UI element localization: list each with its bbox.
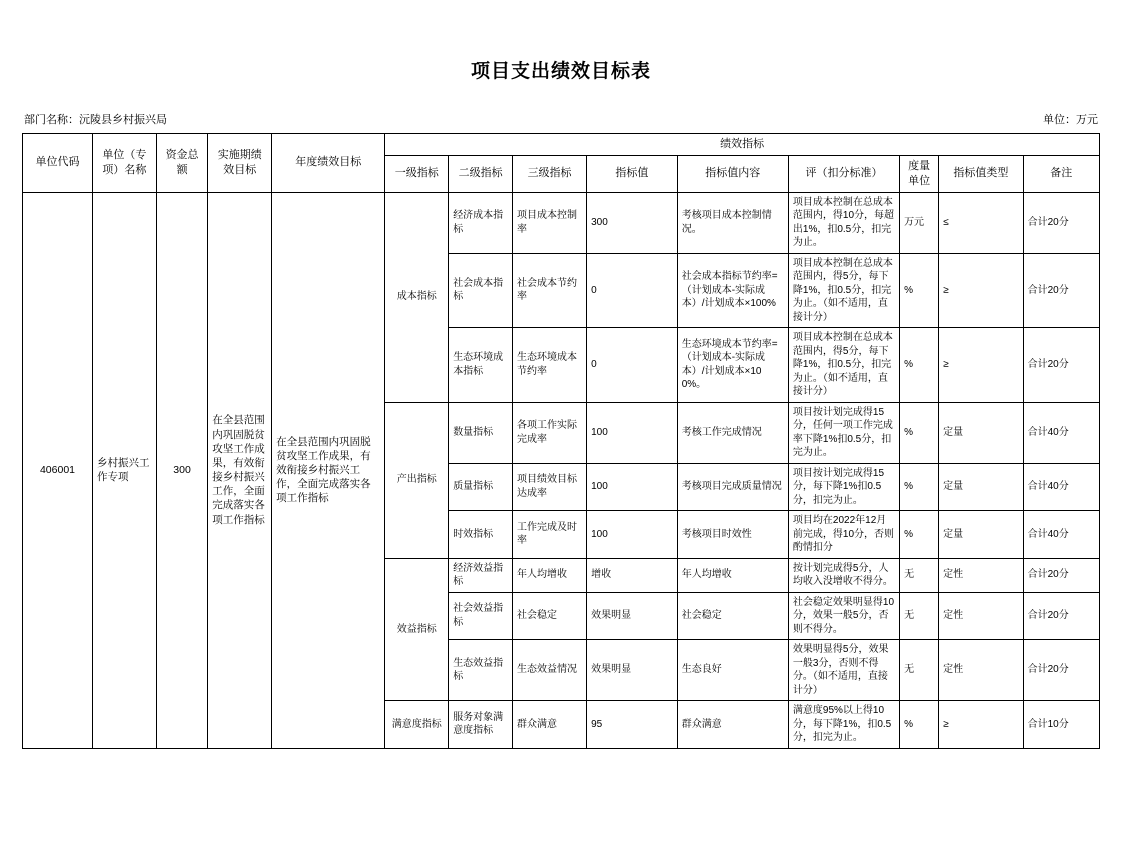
table-header-row-1: [23, 134, 1100, 156]
cell-level2: 时效指标: [449, 511, 513, 559]
cell-scoring-standard: 项目成本控制在总成本范围内，得5分，每下降1%，扣0.5分，扣完为止。（如不适用，直接计分）: [788, 328, 899, 403]
cell-measure-unit: %: [900, 402, 939, 463]
cell-level2: 数量指标: [449, 402, 513, 463]
cell-measure-unit: 无: [900, 558, 939, 592]
header-unit-name: 单位（专项）名称: [93, 134, 157, 193]
cell-measure-unit: 万元: [900, 192, 939, 253]
cell-level3: 社会稳定: [513, 592, 587, 640]
cell-scoring-standard: 项目成本控制在总成本范围内，得10分，每超出1%，扣0.5分，扣完为止。: [788, 192, 899, 253]
header-level2: 二级指标: [449, 155, 513, 192]
cell-indicator-value-type: ≤: [939, 192, 1023, 253]
header-performance-indicators: 绩效指标: [385, 134, 1100, 156]
cell-indicator-value: 100: [587, 511, 678, 559]
cell-measure-unit: %: [900, 253, 939, 328]
cell-remark: 合计20分: [1023, 253, 1099, 328]
cell-level2: 社会效益指标: [449, 592, 513, 640]
header-indicator-value-content: 指标值内容: [677, 155, 788, 192]
cell-indicator-value-content: 年人均增收: [677, 558, 788, 592]
cell-indicator-value-content: 生态环境成本节约率=（计划成本-实际成本）/计划成本×100%。: [677, 328, 788, 403]
cell-level2: 生态效益指标: [449, 640, 513, 701]
cell-scoring-standard: 项目按计划完成得15分，任何一项工作完成率下降1%扣0.5分，扣完为止。: [788, 402, 899, 463]
cell-indicator-value-content: 社会稳定: [677, 592, 788, 640]
performance-table: [22, 133, 1100, 749]
cell-level3: 各项工作实际完成率: [513, 402, 587, 463]
cell-indicator-value-type: 定量: [939, 463, 1023, 511]
cell-scoring-standard: 满意度95%以上得10分，每下降1%，扣0.5分，扣完为止。: [788, 701, 899, 749]
unit-label: 单位：万元: [1043, 114, 1098, 126]
cell-indicator-value-type: 定性: [939, 592, 1023, 640]
cell-level2: 质量指标: [449, 463, 513, 511]
cell-remark: 合计20分: [1023, 328, 1099, 403]
cell-level2: 经济效益指标: [449, 558, 513, 592]
cell-remark: 合计40分: [1023, 402, 1099, 463]
cell-scoring-standard: 效果明显得5分，效果一般3分，否则不得分。（如不适用，直接计分）: [788, 640, 899, 701]
cell-measure-unit: 无: [900, 592, 939, 640]
cell-level1: 成本指标: [385, 192, 449, 402]
cell-indicator-value-type: 定性: [939, 558, 1023, 592]
table-body: [23, 192, 1100, 748]
header-scoring-standard: 评（扣分标准）: [788, 155, 899, 192]
header-level3: 三级指标: [513, 155, 587, 192]
header-indicator-value: 指标值: [587, 155, 678, 192]
department-label: 部门名称：沅陵县乡村振兴局: [24, 114, 167, 126]
cell-annual-goal: 在全县范围内巩固脱贫攻坚工作成果，有效衔接乡村振兴工作，全面完成落实各项工作指标: [272, 192, 385, 748]
cell-level2: 经济成本指标: [449, 192, 513, 253]
cell-remark: 合计40分: [1023, 511, 1099, 559]
cell-level2: 生态环境成本指标: [449, 328, 513, 403]
cell-scoring-standard: 项目均在2022年12月前完成，得10分，否则酌情扣分: [788, 511, 899, 559]
document-meta: [22, 111, 1100, 127]
cell-indicator-value-content: 考核项目成本控制情况。: [677, 192, 788, 253]
cell-indicator-value: 增收: [587, 558, 678, 592]
header-level1: 一级指标: [385, 155, 449, 192]
cell-indicator-value: 效果明显: [587, 640, 678, 701]
cell-scoring-standard: 项目成本控制在总成本范围内，得5分，每下降1%，扣0.5分，扣完为止。（如不适用，直接计分）: [788, 253, 899, 328]
cell-indicator-value-content: 考核工作完成情况: [677, 402, 788, 463]
cell-unit-name: 乡村振兴工作专项: [93, 192, 157, 748]
table-row: [23, 192, 1100, 253]
cell-indicator-value: 效果明显: [587, 592, 678, 640]
cell-level1: 满意度指标: [385, 701, 449, 749]
cell-indicator-value: 100: [587, 402, 678, 463]
cell-level3: 群众满意: [513, 701, 587, 749]
cell-remark: 合计20分: [1023, 592, 1099, 640]
cell-indicator-value-type: ≥: [939, 701, 1023, 749]
cell-indicator-value: 0: [587, 253, 678, 328]
header-remark: 备注: [1023, 155, 1099, 192]
cell-level3: 生态环境成本节约率: [513, 328, 587, 403]
cell-indicator-value: 0: [587, 328, 678, 403]
cell-remark: 合计10分: [1023, 701, 1099, 749]
cell-indicator-value: 300: [587, 192, 678, 253]
cell-measure-unit: %: [900, 328, 939, 403]
cell-level3: 生态效益情况: [513, 640, 587, 701]
cell-total-funds: 300: [156, 192, 207, 748]
cell-indicator-value-type: 定量: [939, 511, 1023, 559]
cell-measure-unit: %: [900, 463, 939, 511]
cell-indicator-value: 95: [587, 701, 678, 749]
cell-indicator-value-type: 定量: [939, 402, 1023, 463]
cell-indicator-value-type: ≥: [939, 328, 1023, 403]
cell-remark: 合计20分: [1023, 640, 1099, 701]
document-page: [0, 56, 1122, 849]
cell-level2: 社会成本指标: [449, 253, 513, 328]
cell-indicator-value-type: ≥: [939, 253, 1023, 328]
header-measure-unit: 度量单位: [900, 155, 939, 192]
cell-indicator-value-content: 社会成本指标节约率=（计划成本-实际成本）/计划成本×100%: [677, 253, 788, 328]
cell-period-goal: 在全县范围内巩固脱贫攻坚工作成果，有效衔接乡村振兴工作，全面完成落实各项工作指标: [208, 192, 272, 748]
cell-level1: 产出指标: [385, 402, 449, 558]
cell-measure-unit: 无: [900, 640, 939, 701]
cell-remark: 合计40分: [1023, 463, 1099, 511]
cell-measure-unit: %: [900, 701, 939, 749]
cell-indicator-value-content: 考核项目完成质量情况: [677, 463, 788, 511]
cell-indicator-value-content: 考核项目时效性: [677, 511, 788, 559]
cell-level3: 项目绩效目标达成率: [513, 463, 587, 511]
cell-scoring-standard: 社会稳定效果明显得10分，效果一般5分，否则不得分。: [788, 592, 899, 640]
cell-unit-code: 406001: [23, 192, 93, 748]
cell-scoring-standard: 项目按计划完成得15分，每下降1%扣0.5分，扣完为止。: [788, 463, 899, 511]
cell-indicator-value: 100: [587, 463, 678, 511]
header-total-funds: 资金总额: [156, 134, 207, 193]
header-period-goal: 实施期绩效目标: [208, 134, 272, 193]
cell-level1: 效益指标: [385, 558, 449, 701]
cell-remark: 合计20分: [1023, 192, 1099, 253]
cell-level3: 社会成本节约率: [513, 253, 587, 328]
header-unit-code: 单位代码: [23, 134, 93, 193]
header-annual-goal: 年度绩效目标: [272, 134, 385, 193]
cell-measure-unit: %: [900, 511, 939, 559]
cell-indicator-value-content: 群众满意: [677, 701, 788, 749]
page-title: 项目支出绩效目标表: [470, 61, 651, 82]
cell-remark: 合计20分: [1023, 558, 1099, 592]
cell-level3: 项目成本控制率: [513, 192, 587, 253]
cell-scoring-standard: 按计划完成得5分，人均收入没增收不得分。: [788, 558, 899, 592]
cell-indicator-value-content: 生态良好: [677, 640, 788, 701]
cell-level3: 年人均增收: [513, 558, 587, 592]
cell-level2: 服务对象满意度指标: [449, 701, 513, 749]
header-indicator-value-type: 指标值类型: [939, 155, 1023, 192]
cell-indicator-value-type: 定性: [939, 640, 1023, 701]
cell-level3: 工作完成及时率: [513, 511, 587, 559]
